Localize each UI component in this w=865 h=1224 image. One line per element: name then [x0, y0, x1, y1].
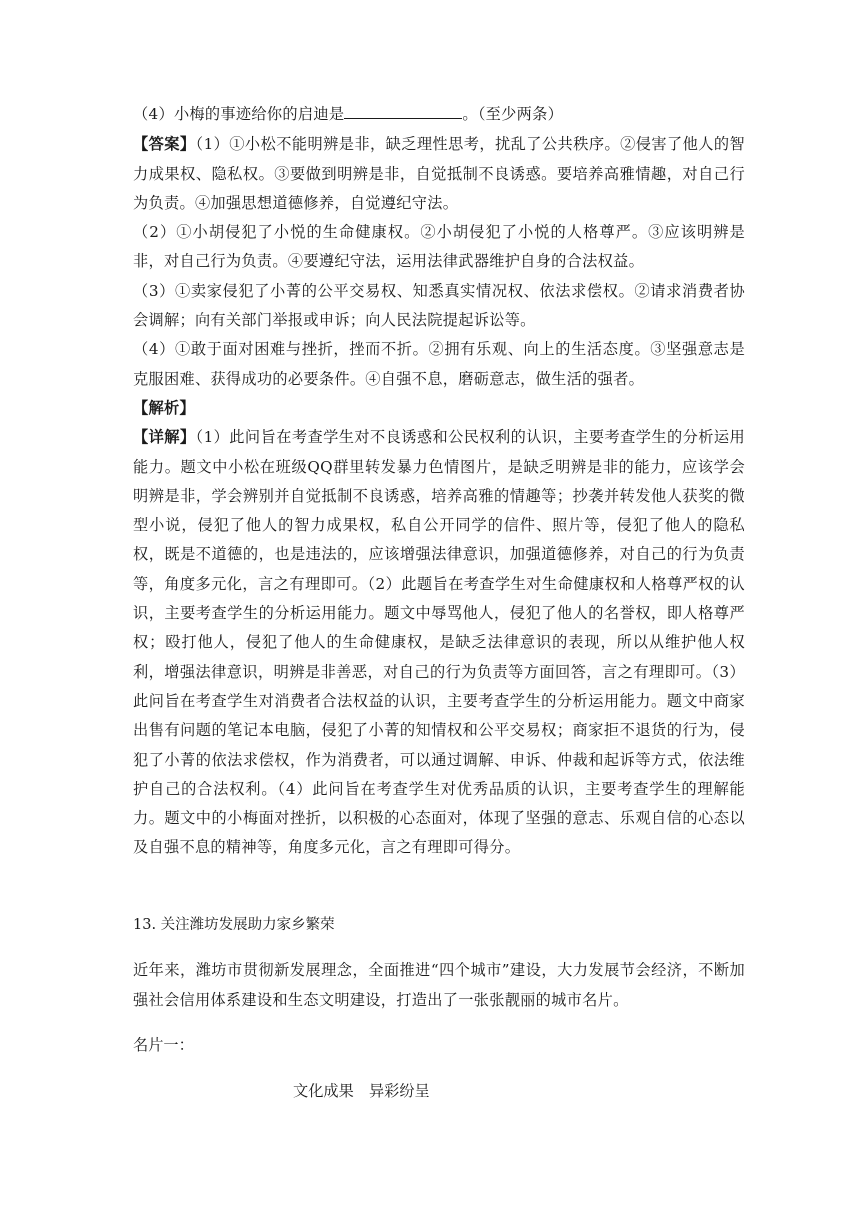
- document-content: [133, 100, 745, 1103]
- question-4-text: （4）小梅的事迹给你的启迪是: [133, 105, 345, 123]
- answer-text-2: （2）①小胡侵犯了小悦的生命健康权。②小胡侵犯了小悦的人格尊严。③应该明辨是非，对自己行为负责。④要遵纪守法，运用法律武器维护自身的合法权益。: [133, 223, 745, 271]
- answer-paragraph-2: [133, 218, 745, 277]
- question-4-suffix: 。（至少两条）: [462, 105, 564, 123]
- detail-label: 【详解】: [133, 428, 196, 447]
- question-13-title: 13. 关注潍坊发展助力家乡繁荣: [133, 916, 335, 933]
- answer-paragraph-4: [133, 335, 745, 394]
- card-one-title: 文化成果 异彩纷呈: [293, 1081, 430, 1100]
- answer-text-4: （4）①敢于面对困难与挫折，挫而不折。②拥有乐观、向上的生活态度。③坚强意志是克服困难、获得成功的必要条件。④自强不息，磨砺意志，做生活的强者。: [133, 340, 745, 388]
- answer-blank: [344, 104, 462, 119]
- intro-spacer: [133, 1015, 745, 1033]
- answer-text-3: （3）①卖家侵犯了小菁的公平交易权、知悉真实情况权、依法求偿权。②请求消费者协会调解；向有关部门举报或申诉；向人民法院提起诉讼等。: [133, 281, 745, 330]
- answer-paragraph-1: [133, 130, 745, 218]
- section-spacer: [133, 863, 745, 913]
- question-4-prompt: [133, 100, 745, 129]
- answer-label: 【答案】: [133, 135, 196, 154]
- card-one-label: 名片一：: [133, 1035, 194, 1054]
- analysis-label: 【解析】: [133, 398, 195, 417]
- answer-paragraph-3: [133, 277, 745, 336]
- question-13-intro: 近年来，潍坊市贯彻新发展理念，全面推进“四个城市”建设，大力发展节会经济，不断加强社会信用体系建设和生态文明建设，打造出了一张张靓丽的城市名片。: [133, 960, 745, 1009]
- detail-paragraph: [133, 423, 745, 862]
- title-spacer: [133, 937, 745, 955]
- card-spacer: [133, 1057, 745, 1079]
- answer-text-1: （1）①小松不能明辨是非，缺乏理性思考，扰乱了公共秩序。②侵害了他人的智力成果权、隐私权。③要做到明辨是非，自觉抵制不良诱惑。要培养高雅情趣，对自己行为负责。④加强思想道德修养，自觉遵纪守法。: [133, 135, 745, 212]
- detail-text: （1）此问旨在考查学生对不良诱惑和公民权利的认识，主要考查学生的分析运用能力。题文中小松在班级QQ群里转发暴力色情图片，是缺乏明辨是非的能力，应该学会明辨是非，学会辨别并自觉抵制不良诱惑，培养高雅的情趣等；抄袭并转发他人获奖的微型小说，侵犯了他人的智力成果权，私自公开同学的信件、照片等，侵犯了他人的隐私权，既是不道德的，也是违法的，应该增强法律意识，加强道德修养，对自己的行为负责等，角度多元化，言之有理即可。（2）此题旨在考查学生对生命健康权和人格尊严权的认识，主要考查学生的分析运用能力。题文中辱骂他人，侵犯了他人的名誉权，即人格尊严权；殴打他人，侵犯了他人的生命健康权，是缺乏法律意识的表现，所以从维护他人权利，增强法律意识，明辨是非善恶，对自己的行为负责等方面回答，言之有理即可。（3）此问旨在考查学生对消费者合法权益的认识，主要考查学生的分析运用能力。题文中商家出售有问题的笔记本电脑，侵犯了小菁的知情权和公平交易权；商家拒不退货的行为，侵犯了小菁的依法求偿权，作为消费者，可以通过调解、申诉、仲裁和起诉等方式，依法维护自己的合法权利。（4）此问旨在考查学生对优秀品质的认识，主要考查学生的理解能力。题文中的小梅面对挫折，以积极的心态面对，体现了坚强的意志、乐观自信的心态以及自强不息的精神等，角度多元化，言之有理即可得分。: [133, 428, 745, 857]
